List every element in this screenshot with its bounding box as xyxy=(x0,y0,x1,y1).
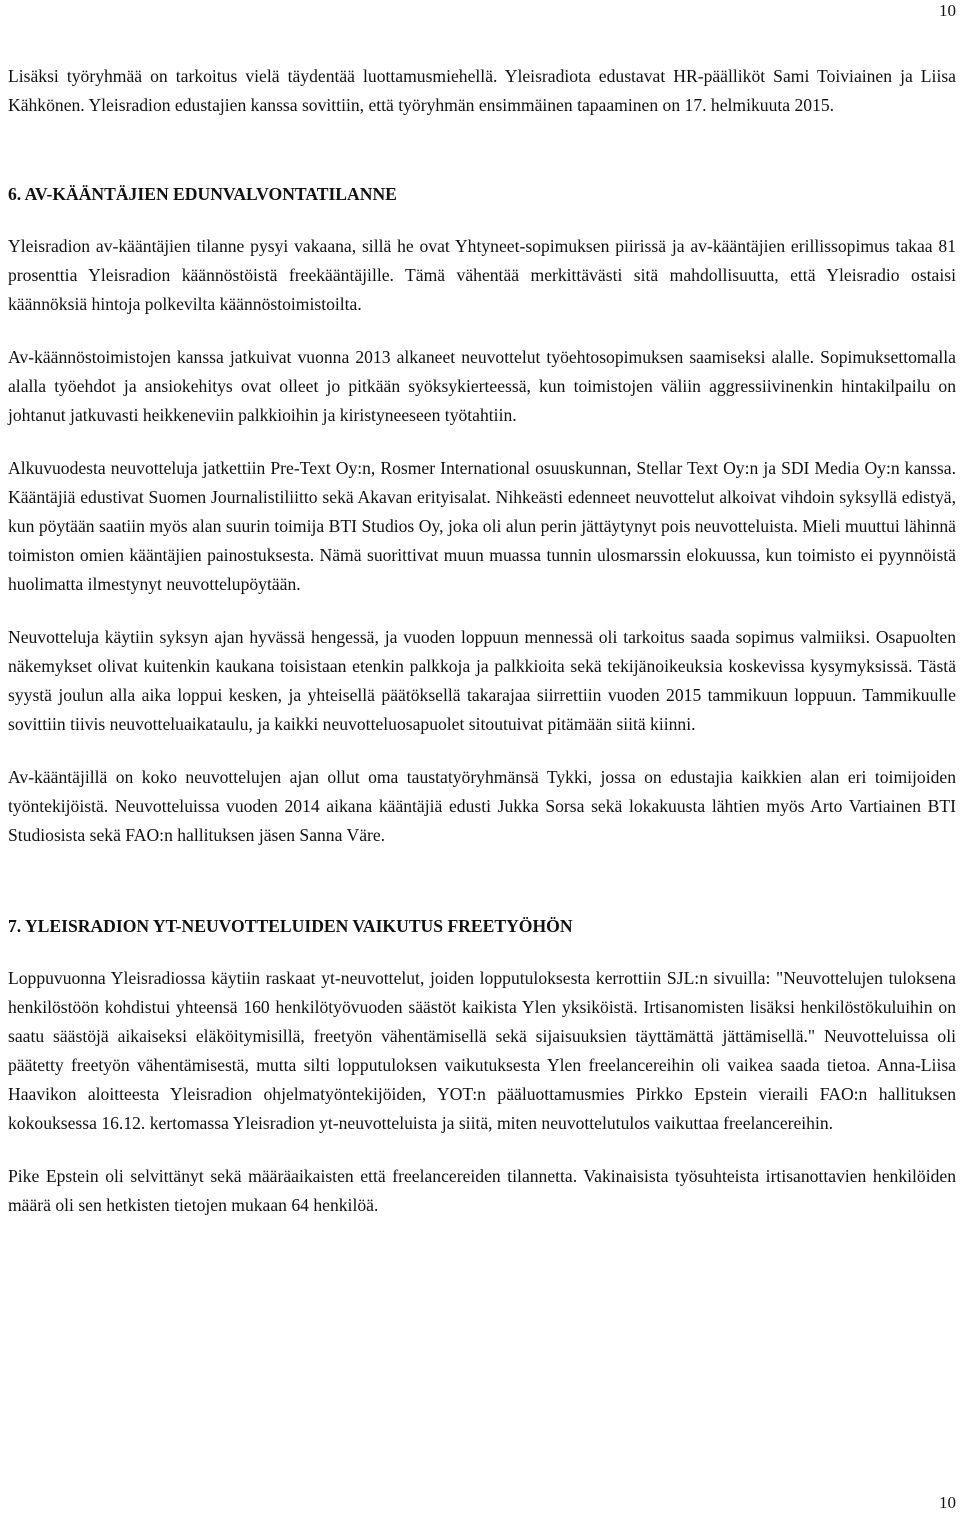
document-body xyxy=(8,62,956,1220)
section-7-heading: 7. YLEISRADION YT-NEUVOTTELUIDEN VAIKUTUS FREETYÖHÖN xyxy=(8,916,573,936)
section-7-paragraph-1: Loppuvuonna Yleisradiossa käytiin raskaat yt-neuvottelut, joiden lopputuloksesta kerrottiin SJL:n sivuilla: "Neuvottelujen tuloksena henkilöstöön kohdistui yhteensä 160 henkilötyövuoden säästöt kaikista Ylen yksiköistä. Irtisanomisten lisäksi henkilöstökuluihin on saatu säästöjä aikaiseksi eläköitymisillä, freetyön vähentämisellä sekä sijaisuuksien täyttämättä jättämisellä." Neuvotteluissa oli päätetty freetyön vähentämisestä, mutta silti lopputuloksen vaikutuksesta Ylen freelancereihin oli vaikea saada tietoa. Anna-Liisa Haavikon aloitteesta Yleisradion ohjelmatyöntekijöiden, YOT:n pääluottamusmies Pirkko Epstein vieraili FAO:n hallituksen kokouksessa 16.12. kertomassa Yleisradion yt-neuvotteluista ja siitä, miten neuvottelutulos vaikuttaa freelancereihin. xyxy=(8,968,956,1133)
section-6-paragraph-1: Yleisradion av-kääntäjien tilanne pysyi vakaana, sillä he ovat Yhtyneet-sopimuksen piirissä ja av-kääntäjien erillissopimus takaa 81 prosenttia Yleisradion käännöstöistä freekääntäjille. Tämä vähentää merkittävästi sitä mahdollisuutta, että Yleisradio ostaisi käännöksiä hintoja polkevilta käännöstoimistoilta. xyxy=(8,236,956,314)
page-number-top: 10 xyxy=(939,1,956,20)
section-6-paragraph-5: Av-kääntäjillä on koko neuvottelujen ajan ollut oma taustatyöryhmänsä Tykki, jossa on edustajia kaikkien alan eri toimijoiden työntekijöistä. Neuvotteluissa vuoden 2014 aikana kääntäjiä edusti Jukka Sorsa sekä lokakuusta lähtien myös Arto Vartiainen BTI Studiosista sekä FAO:n hallituksen jäsen Sanna Väre. xyxy=(8,767,956,845)
section-6-paragraph-4: Neuvotteluja käytiin syksyn ajan hyvässä hengessä, ja vuoden loppuun mennessä oli tarkoitus saada sopimus valmiiksi. Osapuolten näkemykset olivat kuitenkin kaukana toisistaan etenkin palkkoja ja palkkioita sekä tekijänoikeuksia koskevissa kysymyksissä. Tästä syystä joulun alla aika loppui kesken, ja yhteisellä päätöksellä takarajaa siirrettiin vuoden 2015 tammikuun loppuun. Tammikuulle sovittiin tiivis neuvotteluaikataulu, ja kaikki neuvotteluosapuolet sitoutuivat pitämään siitä kiinni. xyxy=(8,627,956,734)
section-6-paragraph-3: Alkuvuodesta neuvotteluja jatkettiin Pre-Text Oy:n, Rosmer International osuuskunnan, Stellar Text Oy:n ja SDI Media Oy:n kanssa. Kääntäjiä edustivat Suomen Journalistiliitto sekä Akavan erityisalat. Nihkeästi edenneet neuvottelut alkoivat vihdoin syksyllä edistyä, kun pöytään saatiin myös alan suurin toimija BTI Studios Oy, joka oli alun perin jättäytynyt pois neuvotteluista. Mieli muuttui lähinnä toimiston omien kääntäjien painostuksesta. Nämä suorittivat muun muassa tunnin ulosmarssin elokuussa, kun toimisto ei pyynnöistä huolimatta ilmestynyt neuvottelupöytään. xyxy=(8,458,956,594)
section-6-paragraph-2: Av-käännöstoimistojen kanssa jatkuivat vuonna 2013 alkaneet neuvottelut työehtosopimuksen saamiseksi alalle. Sopimuksettomalla alalla työehdot ja ansiokehitys ovat olleet jo pitkään syöksykierteessä, kun toimistojen väliin aggressiivinenkin hintakilpailu on johtanut jatkuvasti heikkeneviin palkkioihin ja kiristyneeseen työtahtiin. xyxy=(8,347,956,425)
intro-paragraph: Lisäksi työryhmää on tarkoitus vielä täydentää luottamusmiehellä. Yleisradiota edustavat HR-päälliköt Sami Toiviainen ja Liisa Kähkönen. Yleisradion edustajien kanssa sovittiin, että työryhmän ensimmäinen tapaaminen on 17. helmikuuta 2015. xyxy=(8,66,956,115)
section-7-paragraph-2: Pike Epstein oli selvittänyt sekä määräaikaisten että freelancereiden tilannetta. Vakinaisista työsuhteista irtisanottavien henkilöiden määrä oli sen hetkisten tietojen mukaan 64 henkilöä. xyxy=(8,1166,956,1215)
section-6-heading: 6. AV-KÄÄNTÄJIEN EDUNVALVONTATILANNE xyxy=(8,184,397,204)
page-number-bottom: 10 xyxy=(939,1493,956,1512)
